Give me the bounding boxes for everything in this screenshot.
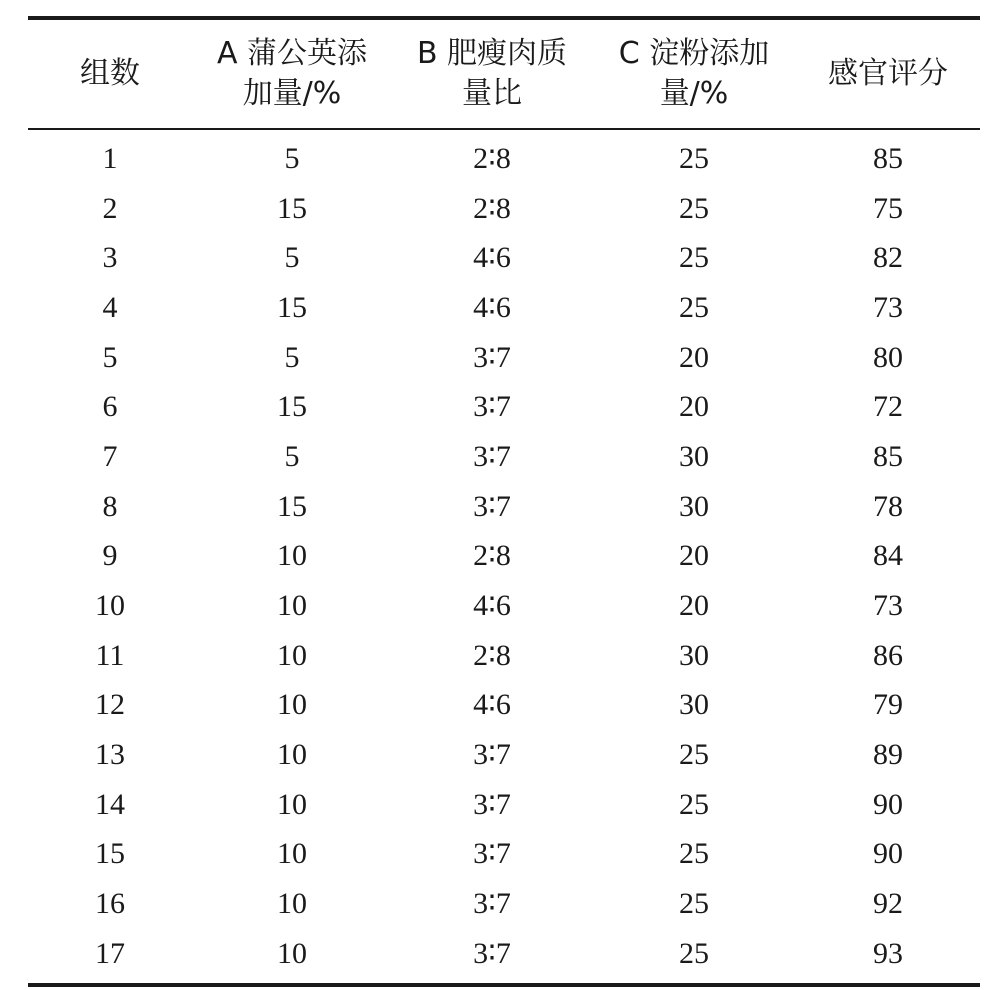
dandelion-amount-cell: 5 bbox=[284, 439, 300, 473]
fat-lean-ratio-cell: 3∶7 bbox=[473, 936, 511, 970]
dandelion-amount-cell: 10 bbox=[277, 787, 307, 821]
sensory-score-cell: 90 bbox=[873, 837, 903, 871]
fat-lean-ratio-cell: 2∶8 bbox=[473, 191, 511, 225]
group-number-cell: 17 bbox=[95, 936, 125, 970]
starch-amount-cell: 30 bbox=[679, 638, 709, 672]
table-row bbox=[28, 283, 980, 333]
sensory-score-cell: 93 bbox=[873, 936, 903, 970]
fat-lean-ratio-cell: 3∶7 bbox=[473, 887, 511, 921]
header-group-number: 组数 bbox=[80, 56, 140, 91]
dandelion-amount-cell: 10 bbox=[277, 589, 307, 623]
fat-lean-ratio-cell: 2∶8 bbox=[473, 638, 511, 672]
dandelion-amount-cell: 5 bbox=[284, 340, 300, 374]
group-number-cell: 3 bbox=[102, 241, 118, 275]
starch-amount-cell: 25 bbox=[679, 141, 709, 175]
group-number-cell: 7 bbox=[102, 439, 118, 473]
group-number-cell: 16 bbox=[95, 887, 125, 921]
table-row bbox=[28, 830, 980, 880]
starch-amount-cell: 30 bbox=[679, 439, 709, 473]
sensory-score-cell: 84 bbox=[873, 539, 903, 573]
group-number-cell: 15 bbox=[95, 837, 125, 871]
dandelion-amount-cell: 5 bbox=[284, 141, 300, 175]
table-row bbox=[28, 184, 980, 234]
fat-lean-ratio-cell: 3∶7 bbox=[473, 837, 511, 871]
group-number-cell: 1 bbox=[102, 141, 118, 175]
starch-amount-cell: 25 bbox=[679, 787, 709, 821]
fat-lean-ratio-cell: 4∶6 bbox=[473, 589, 511, 623]
header-fat-lean-ratio: B 肥瘦肉质 量比 bbox=[416, 36, 568, 111]
starch-amount-cell: 30 bbox=[679, 688, 709, 722]
group-number-cell: 13 bbox=[95, 738, 125, 772]
table-row bbox=[28, 879, 980, 929]
starch-amount-cell: 25 bbox=[679, 290, 709, 324]
group-number-cell: 14 bbox=[95, 787, 125, 821]
starch-amount-cell: 25 bbox=[679, 936, 709, 970]
group-number-cell: 8 bbox=[102, 489, 118, 523]
starch-amount-cell: 25 bbox=[679, 837, 709, 871]
dandelion-amount-cell: 10 bbox=[277, 638, 307, 672]
fat-lean-ratio-cell: 4∶6 bbox=[473, 688, 511, 722]
dandelion-amount-cell: 10 bbox=[277, 837, 307, 871]
dandelion-amount-cell: 10 bbox=[277, 539, 307, 573]
sensory-score-cell: 85 bbox=[873, 439, 903, 473]
fat-lean-ratio-cell: 2∶8 bbox=[473, 141, 511, 175]
sensory-score-cell: 78 bbox=[873, 489, 903, 523]
starch-amount-cell: 25 bbox=[679, 887, 709, 921]
sensory-score-cell: 86 bbox=[873, 638, 903, 672]
starch-amount-cell: 20 bbox=[679, 340, 709, 374]
table-row bbox=[28, 382, 980, 432]
group-number-cell: 6 bbox=[102, 390, 118, 424]
sensory-score-cell: 89 bbox=[873, 738, 903, 772]
fat-lean-ratio-cell: 3∶7 bbox=[473, 390, 511, 424]
fat-lean-ratio-cell: 4∶6 bbox=[473, 241, 511, 275]
dandelion-amount-cell: 10 bbox=[277, 688, 307, 722]
sensory-score-cell: 80 bbox=[873, 340, 903, 374]
sensory-score-cell: 85 bbox=[873, 141, 903, 175]
starch-amount-cell: 20 bbox=[679, 589, 709, 623]
table-row bbox=[28, 681, 980, 731]
starch-amount-cell: 25 bbox=[679, 738, 709, 772]
table-row bbox=[28, 631, 980, 681]
table-row bbox=[28, 730, 980, 780]
dandelion-amount-cell: 5 bbox=[284, 241, 300, 275]
header-sensory-score: 感官评分 bbox=[828, 56, 948, 91]
group-number-cell: 5 bbox=[102, 340, 118, 374]
fat-lean-ratio-cell: 3∶7 bbox=[473, 439, 511, 473]
group-number-cell: 11 bbox=[95, 638, 125, 672]
sensory-score-cell: 75 bbox=[873, 191, 903, 225]
header-starch-amount: C 淀粉添加 量/% bbox=[618, 36, 770, 111]
fat-lean-ratio-cell: 2∶8 bbox=[473, 539, 511, 573]
table-bottom-rule bbox=[28, 983, 980, 987]
table-header-row bbox=[28, 20, 980, 128]
starch-amount-cell: 20 bbox=[679, 390, 709, 424]
dandelion-amount-cell: 10 bbox=[277, 887, 307, 921]
starch-amount-cell: 20 bbox=[679, 539, 709, 573]
sensory-score-cell: 90 bbox=[873, 787, 903, 821]
starch-amount-cell: 25 bbox=[679, 191, 709, 225]
fat-lean-ratio-cell: 4∶6 bbox=[473, 290, 511, 324]
table-row bbox=[28, 780, 980, 830]
data-table bbox=[28, 16, 980, 987]
fat-lean-ratio-cell: 3∶7 bbox=[473, 340, 511, 374]
dandelion-amount-cell: 10 bbox=[277, 738, 307, 772]
group-number-cell: 4 bbox=[102, 290, 118, 324]
fat-lean-ratio-cell: 3∶7 bbox=[473, 787, 511, 821]
dandelion-amount-cell: 15 bbox=[277, 390, 307, 424]
sensory-score-cell: 82 bbox=[873, 241, 903, 275]
group-number-cell: 2 bbox=[102, 191, 118, 225]
dandelion-amount-cell: 15 bbox=[277, 191, 307, 225]
table-row bbox=[28, 233, 980, 283]
table-body bbox=[28, 130, 980, 983]
fat-lean-ratio-cell: 3∶7 bbox=[473, 738, 511, 772]
group-number-cell: 9 bbox=[102, 539, 118, 573]
sensory-score-cell: 72 bbox=[873, 390, 903, 424]
table-row bbox=[28, 929, 980, 979]
dandelion-amount-cell: 15 bbox=[277, 290, 307, 324]
fat-lean-ratio-cell: 3∶7 bbox=[473, 489, 511, 523]
starch-amount-cell: 30 bbox=[679, 489, 709, 523]
starch-amount-cell: 25 bbox=[679, 241, 709, 275]
group-number-cell: 10 bbox=[95, 589, 125, 623]
table-row bbox=[28, 482, 980, 532]
group-number-cell: 12 bbox=[95, 688, 125, 722]
dandelion-amount-cell: 10 bbox=[277, 936, 307, 970]
table-row bbox=[28, 532, 980, 582]
header-dandelion-amount: A 蒲公英添 加量/% bbox=[216, 36, 368, 111]
dandelion-amount-cell: 15 bbox=[277, 489, 307, 523]
table-row bbox=[28, 432, 980, 482]
sensory-score-cell: 73 bbox=[873, 290, 903, 324]
sensory-score-cell: 92 bbox=[873, 887, 903, 921]
table-row bbox=[28, 134, 980, 184]
table-row bbox=[28, 581, 980, 631]
sensory-score-cell: 73 bbox=[873, 589, 903, 623]
sensory-score-cell: 79 bbox=[873, 688, 903, 722]
table-row bbox=[28, 333, 980, 383]
